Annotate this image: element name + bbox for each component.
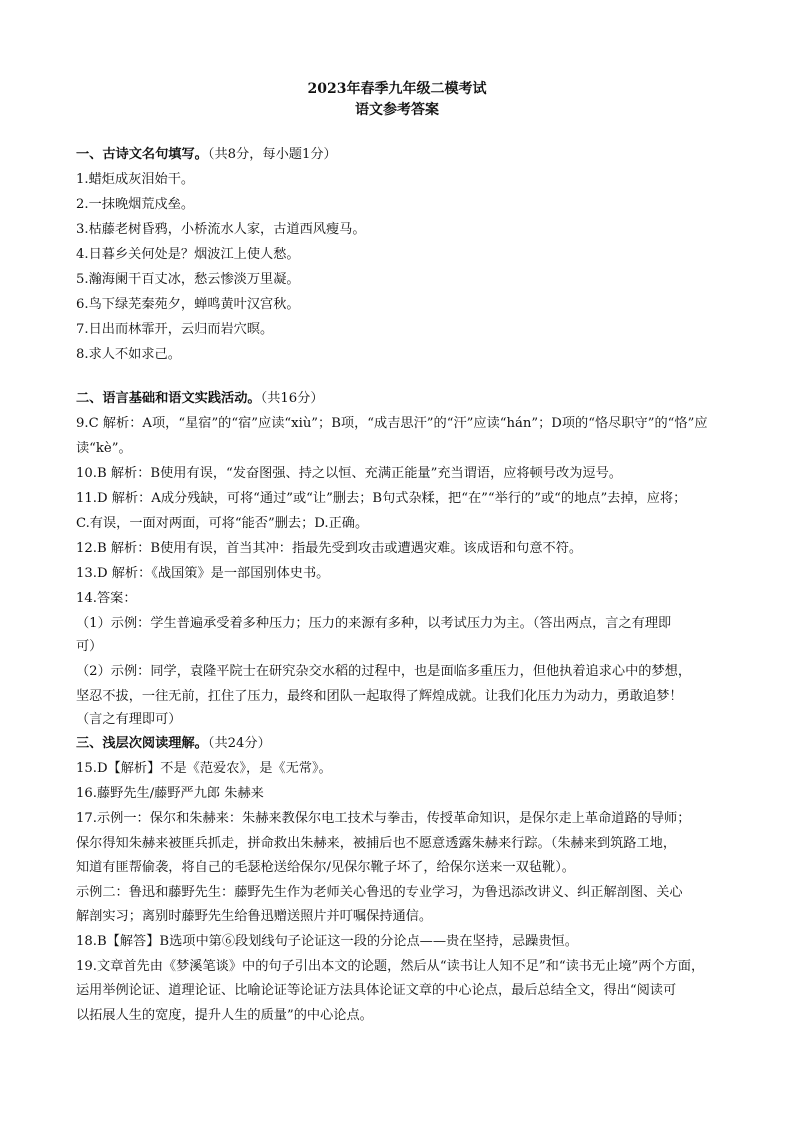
answer-line: 14.答案： [76,591,137,606]
section-3-heading [76,735,726,752]
section-1-title: 一、古诗文名句填写。 [76,147,208,162]
answer-line: （言之有理即可） [76,712,182,727]
section-2-heading [76,390,726,407]
answer-line: 可） [76,639,103,654]
answer-line: 3.枯藤老树昏鸦，小桥流水人家，古道西风瘦马。 [76,222,366,237]
document-subtitle: 语文参考答案 [355,102,439,118]
answer-line: 9.C 解析：A项，“星宿”的“宿”应读“xiù”；B项，“成吉思汗”的“汗”应读“hán”；D项的“恪尽职守”的“恪”应 [76,416,708,431]
answer-line: 坚忍不拔，一往无前，扛住了压力，最终和团队一起取得了辉煌成就。让我们化压力为动力，勇敢追梦！ [76,689,683,704]
document-title: 2023年春季九年级二模考试 [307,81,487,97]
answer-line: 运用举例论证、道理论证、比喻论证等论证方法具体论证文章的中心论点，最后总结全文，得出“阅读可 [76,983,677,998]
answer-line: 12.B 解析：B使用有误，首当其冲：指最先受到攻击或遭遇灾难。该成语和句意不符。 [76,541,583,556]
answer-line: 1.蜡炬成灰泪始干。 [76,172,195,187]
answer-line: 11.D 解析：A成分残缺，可将“通过”或“让”删去；B句式杂糅，把“在”“举行的”或“的地点”去掉，应将； [76,491,687,506]
section-3-title: 三、浅层次阅读理解。 [76,736,208,751]
answer-line: C.有误，一面对两面，可将“能否”删去；D.正确。 [76,516,369,531]
answer-line: （1）示例：学生普遍承受着多种压力；压力的来源有多种，以考试压力为主。（答出两点，言之有理即 [76,616,672,631]
answer-line: 知道有匪帮偷袭，将自己的毛瑟枪送给保尔/见保尔靴子坏了，给保尔送来一双毡靴）。 [76,860,575,875]
answer-line: （2）示例：同学，袁隆平院士在研究杂交水稻的过程中，也是面临多重压力，但他执着追求心中的梦想， [76,664,692,679]
section-2-note: （共16分） [260,391,324,406]
answer-line: 保尔得知朱赫来被匪兵抓走，拼命救出朱赫来，被捕后也不愿意透露朱赫来行踪。（朱赫来到筑路工地， [76,836,677,851]
answer-line: 2.一抹晚烟荒戍垒。 [76,197,195,212]
answer-line: 17.示例一：保尔和朱赫来：朱赫来教保尔电工技术与拳击，传授革命知识，是保尔走上革命道路的导师； [76,811,691,826]
answer-line: 18.B【解答】B选项中第⑥段划线句子论证这一段的分论点——贵在坚持，忌躁贵恒。 [76,934,578,949]
answer-line: 6.鸟下绿芜秦苑夕，蝉鸣黄叶汉宫秋。 [76,297,300,312]
answer-line: 读“kè”。 [76,441,132,456]
answer-line: 19.文章首先由《梦溪笔谈》中的句子引出本文的论题，然后从“读书让人知不足”和“读书无止境”两个方面， [76,959,705,974]
answer-line: 示例二：鲁迅和藤野先生：藤野先生作为老师关心鲁迅的专业学习，为鲁迅添改讲义、纠正解剖图、关心 [76,885,683,900]
answer-line: 8.求人不如求己。 [76,347,181,362]
section-2-title: 二、语言基础和语文实践活动。 [76,391,261,406]
answer-line: 15.D【解析】不是《范爱农》，是《无常》。 [76,761,332,776]
section-1-note: （共8分，每小题1分） [207,147,337,162]
answer-line: 10.B 解析：B使用有误，“发奋图强、持之以恒、充满正能量”充当谓语，应将顿号改为逗号。 [76,466,622,481]
answer-line: 解剖实习；离别时藤野先生给鲁迅赠送照片并叮嘱保持通信。 [76,909,433,924]
answer-line: 以拓展人生的宽度，提升人生的质量”的中心论点。 [76,1008,373,1023]
answer-line: 13.D 解析：《战国策》是一部国别体史书。 [76,566,330,581]
answer-line: 16.藤野先生/藤野严九郎 朱赫来 [76,786,264,801]
answer-line: 5.瀚海阑干百丈冰，愁云惨淡万里凝。 [76,272,300,287]
section-3-note: （共24分） [207,736,271,751]
section-1-heading [76,146,726,163]
answer-line: 4.日暮乡关何处是？烟波江上使人愁。 [76,247,300,262]
answer-line: 7.日出而林霏开，云归而岩穴暝。 [76,322,274,337]
